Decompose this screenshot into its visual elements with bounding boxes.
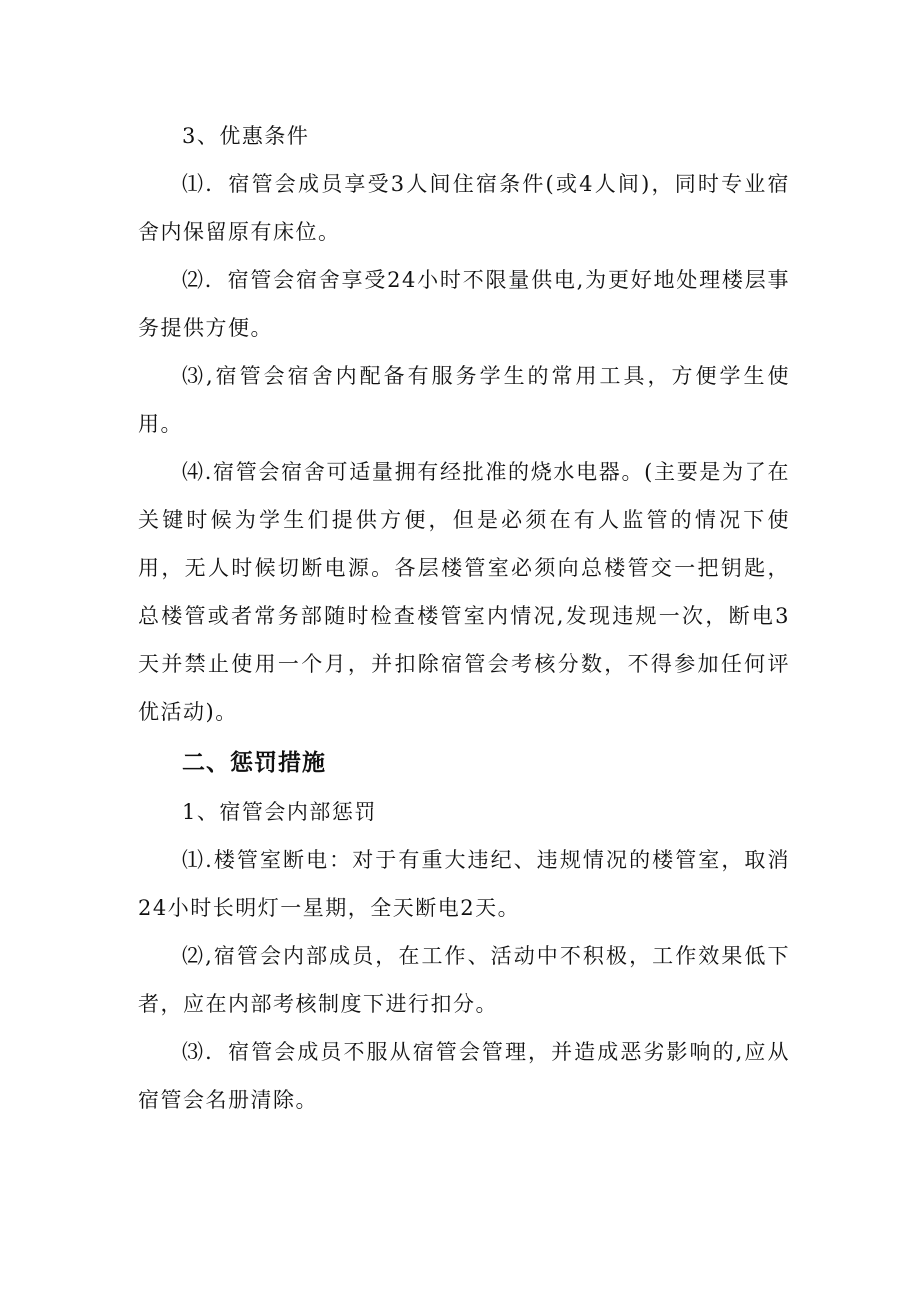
benefit-item-2: ⑵．宿管会宿舍享受24小时不限量供电,为更好地处理楼层事务提供方便。 (138, 268, 790, 340)
penalty-item-1: ⑴.楼管室断电：对于有重大违纪、违规情况的楼管室，取消24小时长明灯一星期，全天断电2天。 (138, 848, 790, 920)
section-3-title: 3、优惠条件 (182, 124, 310, 148)
penalty-item-3: ⑶．宿管会成员不服从宿管会管理，并造成恶劣影响的,应从宿管会名册清除。 (138, 1040, 790, 1112)
benefit-item-1: ⑴．宿管会成员享受3人间住宿条件(或4人间)，同时专业宿舍内保留原有床位。 (138, 172, 790, 244)
penalty-item-2: ⑵,宿管会内部成员，在工作、活动中不积极，工作效果低下者，应在内部考核制度下进行扣分。 (138, 944, 790, 1016)
section-penalty-heading: 二、惩罚措施 (182, 750, 326, 776)
benefit-item-3: ⑶,宿管会宿舍内配备有服务学生的常用工具，方便学生使用。 (138, 364, 790, 436)
document-body (138, 112, 790, 1124)
benefit-item-4: ⑷.宿管会宿舍可适量拥有经批准的烧水电器。(主要是为了在关键时候为学生们提供方便，但是必须在有人监管的情况下使用，无人时候切断电源。各层楼管室必须向总楼管交一把钥匙，总楼管或者常务部随时检查楼管室内情况,发现违规一次，断电3天并禁止使用一个月，并扣除宿管会考核分数，不得参加任何评优活动)。 (138, 460, 790, 724)
subsection-1-title: 1、宿管会内部惩罚 (182, 800, 377, 824)
